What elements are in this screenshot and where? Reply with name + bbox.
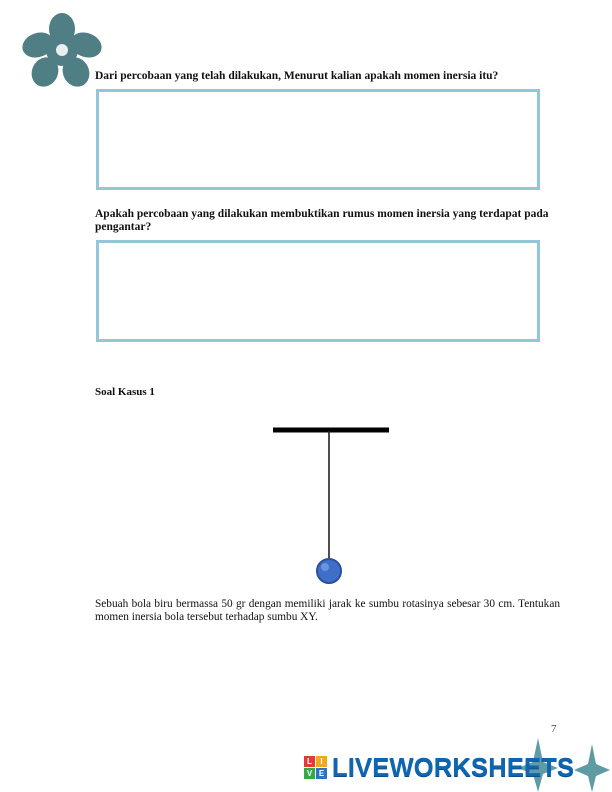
- case-heading: Soal Kasus 1: [95, 386, 155, 398]
- question-2-text: Apakah percobaan yang dilakukan membuktikan rumus momen inersia yang terdapat pada pengantar?: [95, 208, 549, 233]
- question-1-text: Dari percobaan yang telah dilakukan, Menurut kalian apakah momen inersia itu?: [95, 70, 499, 82]
- flower-decoration-icon: [22, 12, 102, 88]
- case-paragraph: Sebuah bola biru bermassa 50 gr dengan memiliki jarak ke sumbu rotasinya sebesar 30 cm. Tentukan momen inersia bola tersebut terhadap sumbu XY.: [95, 598, 560, 623]
- pendulum-illustration: [264, 416, 404, 588]
- page-number: 7: [551, 723, 557, 735]
- badge-letter: E: [316, 768, 327, 779]
- brand-name: LIVEWORKSHEETS: [332, 754, 575, 782]
- live-badge-icon: [304, 756, 328, 780]
- pendulum-ball: [317, 559, 341, 583]
- answer-box-1[interactable]: [96, 89, 540, 190]
- badge-letter: L: [304, 756, 315, 767]
- badge-letter: I: [316, 756, 327, 767]
- answer-box-2[interactable]: [96, 240, 540, 342]
- badge-letter: V: [304, 768, 315, 779]
- liveworksheets-brand: [304, 752, 612, 792]
